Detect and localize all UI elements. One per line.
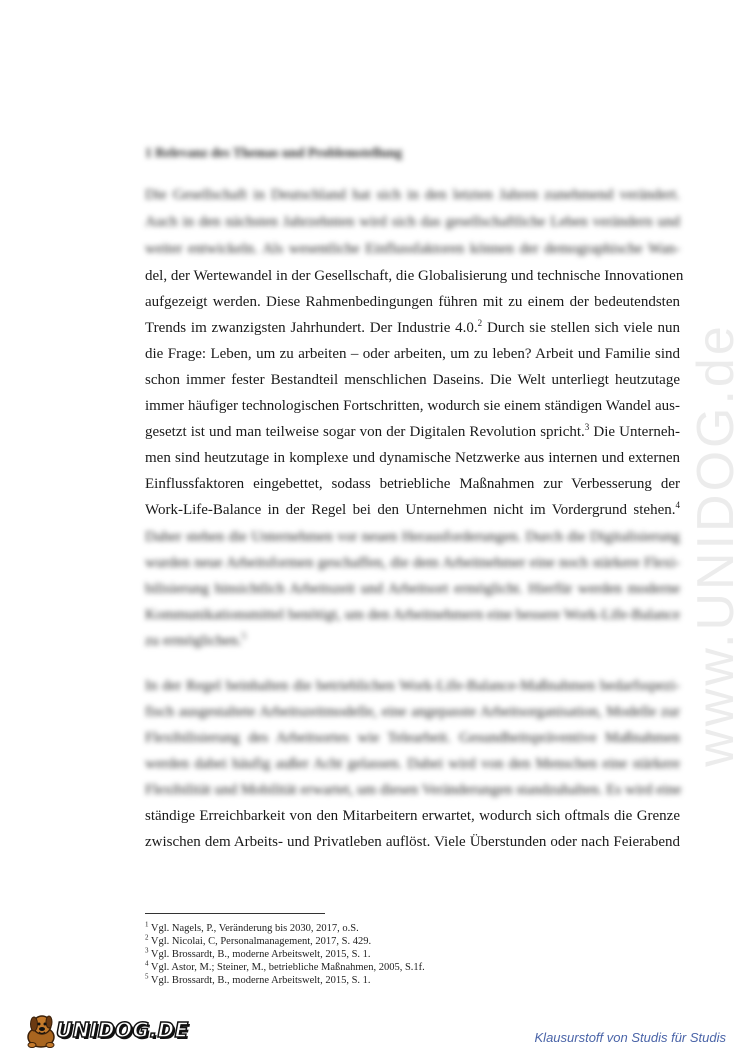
blurred-text-line: fisch ausgestaltete Arbeitszeitmodelle, eine angepasste Arbeitsorganisation, Modelle zur (145, 704, 680, 720)
footnote-ref: 5 (241, 631, 247, 641)
footnote: $^2$ Vgl. Nicolai, C, Personalmanagement, 2017, S. 429. (145, 933, 372, 947)
footnote: $^4$ Vgl. Astor, M.; Steiner, M., betriebliche Maßnahmen, 2005, S.1f. (145, 959, 425, 973)
blurred-text-line: Flexibilisierung des Arbeitsortes wie Telearbeit. Gesundheitspräventive Maßnahmen (145, 730, 680, 746)
section-heading: 1 Relevanz des Themas und Problemstellung (145, 145, 403, 160)
dog-mascot-icon (22, 1010, 60, 1050)
blurred-text-line: bilisierung hinsichtlich Arbeitszeit und Arbeitsort ermöglicht. Hierfür werden moderne (145, 581, 680, 597)
footnote-ref: 4 (675, 500, 680, 510)
footnote-ref: 2 (477, 318, 483, 328)
footnote: $^3$ Vgl. Brossardt, B., moderne Arbeitswelt, 2015, S. 1. (145, 946, 371, 960)
body-text-line: schon immer fester Bestandteil menschlichen Daseins. Die Welt unterliegt heutzutage (145, 372, 680, 388)
slogan: Klausurstoff von Studis für Studis (534, 1030, 726, 1045)
blurred-text-line: Daher stehen die Unternehmen vor neuen Herausforderungen. Durch die Digitalisierung (145, 529, 680, 545)
body-text-line: del, der Wertewandel in der Gesellschaft, die Globalisierung und technische Innovationen (145, 268, 684, 284)
blurred-text-line: werden dabei häufig außer Acht gelassen. Dabei wird von den Menschen eine stärkere (145, 756, 680, 772)
blurred-text-line: Kommunikationsmittel benötigt, um den Arbeitnehmern eine bessere Work-Life-Balance (145, 607, 680, 623)
blurred-text-line: Flexibilität und Mobilität erwartet, um diesen Veränderungen standzuhalten. Es wird eine (145, 782, 682, 798)
footnote-ref: 3 (584, 422, 590, 432)
blurred-text-line: In der Regel beinhalten die betrieblichen Work-Life-Balance-Maßnahmen bedarfsspezi- (145, 678, 680, 694)
footnote: $^5$ Vgl. Brossardt, B., moderne Arbeitswelt, 2015, S. 1. (145, 972, 371, 986)
blurred-text-line: zu ermöglichen.$^5$ (145, 631, 247, 649)
body-text-line: die Frage: Leben, um zu arbeiten – oder arbeiten, um zu leben? Arbeit und Familie sind (145, 346, 680, 362)
body-text-line: zwischen dem Arbeits- und Privatleben auflöst. Viele Überstunden oder nach Feierabend (145, 834, 680, 850)
body-text-line: Work-Life-Balance in der Regel bei den Unternehmen nicht im Vordergrund stehen.$^4$ (145, 500, 680, 518)
blurred-text-line: Die Gesellschaft in Deutschland hat sich in den letzten Jahren zunehmend verändert. (145, 187, 680, 203)
body-text-line: immer häufiger technologischen Fortschritten, wodurch sie einem ständigen Wandel aus- (145, 398, 680, 414)
blurred-text-line: wurden neue Arbeitsformen geschaffen, die dem Arbeitnehmer eine noch stärkere Flexi- (145, 555, 680, 571)
body-text-line: men sind heutzutage in komplexe und dynamische Netzwerke aus internen und externen (145, 450, 680, 466)
unidog-logo[interactable] (22, 1010, 189, 1050)
footnote-separator (145, 913, 325, 914)
body-text-line: Trends im zwanzigsten Jahrhundert. Der Industrie 4.0.$^2$ Durch sie stellen sich viele nun (145, 318, 680, 336)
blurred-text-line: weiter entwickeln. Als wesentliche Einflussfaktoren können der demographische Wan- (145, 241, 680, 257)
footnote: $^1$ Vgl. Nagels, P., Veränderung bis 2030, 2017, o.S. (145, 920, 359, 934)
body-text-line: aufgezeigt werden. Diese Rahmenbedingungen führen mit zu einem der bedeutendsten (145, 294, 680, 310)
footnotes (145, 922, 685, 987)
body-text-line: ständige Erreichbarkeit von den Mitarbeitern erwartet, wodurch sich oftmals die Grenze (145, 808, 680, 824)
logo-wordmark: UNIDOG.DE (56, 1018, 189, 1042)
body-text-line: gesetzt ist und man teilweise sogar von der Digitalen Revolution spricht.$^3$ Die Unterneh- (145, 422, 680, 440)
blurred-text-line: Auch in den nächsten Jahrzehnten wird sich das gesellschaftliche Leben verändern und (145, 214, 680, 230)
body-text-line: Einflussfaktoren eingebettet, sodass betriebliche Maßnahmen zur Verbesserung der (145, 476, 680, 492)
watermark: www.UNIDOG.de (687, 323, 745, 767)
